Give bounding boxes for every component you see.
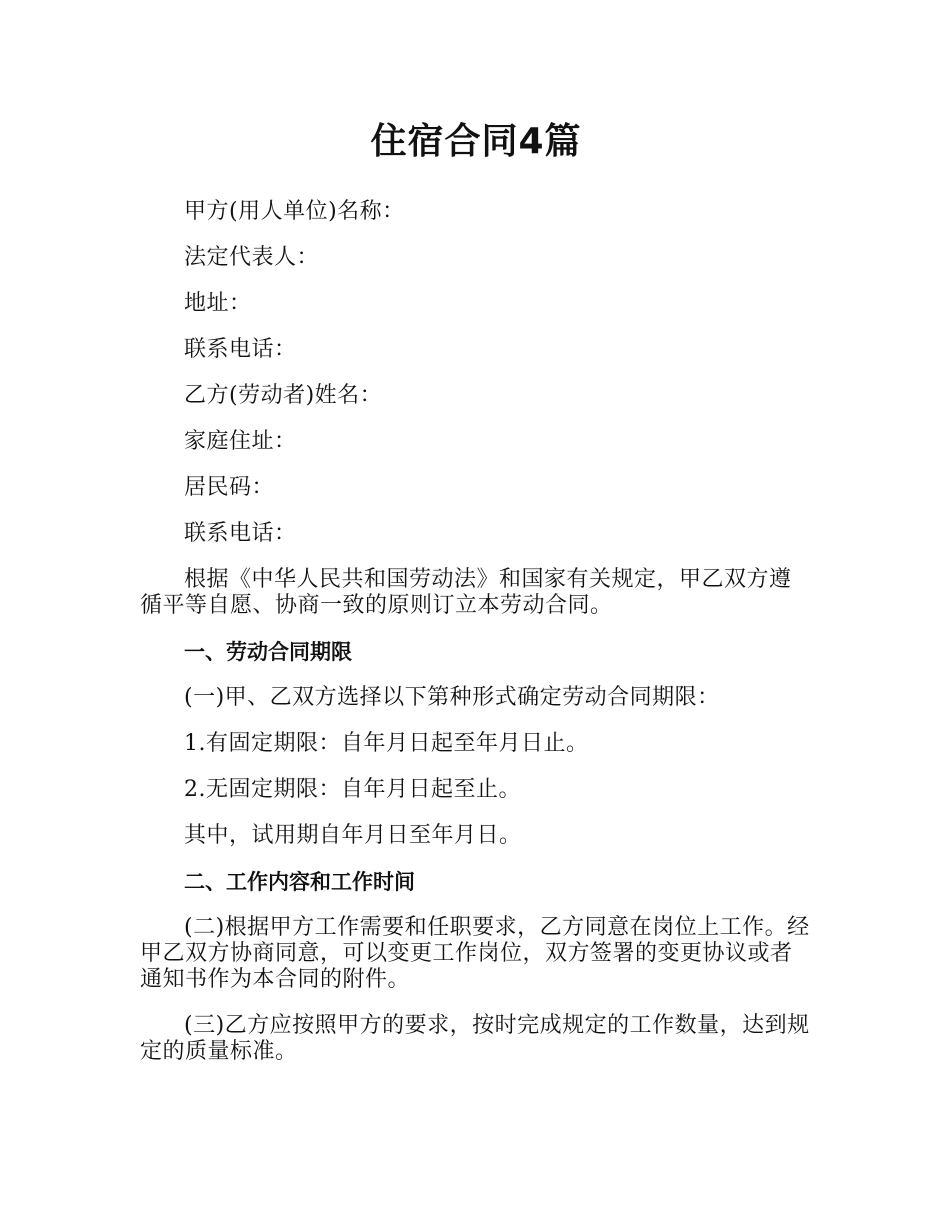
section-heading-work-content: 二、工作内容和工作时间 — [184, 870, 415, 894]
paragraph-phone-a: 联系电话： — [184, 337, 297, 362]
paragraph-party-b-name: 乙方(劳动者)姓名： — [184, 383, 383, 408]
document-body — [140, 199, 812, 1065]
paragraph-probation: 其中，试用期自年月日至年月日。 — [184, 823, 522, 848]
paragraph-legal-representative: 法定代表人： — [184, 245, 320, 270]
paragraph-address: 地址： — [184, 291, 252, 316]
paragraph-work-quality: (三)乙方应按照甲方的要求，按时完成规定的工作数量，达到规定的质量标准。 — [140, 1013, 810, 1064]
paragraph-resident-code: 居民码： — [184, 475, 275, 500]
paragraph-party-a-name: 甲方(用人单位)名称： — [184, 199, 405, 224]
document-page — [140, 0, 812, 1085]
document-title: 住宿合同4篇 — [370, 121, 582, 162]
paragraph-preamble: 根据《中华人民共和国劳动法》和国家有关规定，甲乙双方遵循平等自愿、协商一致的原则订立本劳动合同。 — [140, 567, 792, 618]
paragraph-open-term: 2.无固定期限：自年月日起至止。 — [184, 777, 521, 802]
paragraph-phone-b: 联系电话： — [184, 521, 297, 546]
paragraph-fixed-term: 1.有固定期限：自年月日起至年月日止。 — [184, 731, 589, 756]
paragraph-term-form: (一)甲、乙双方选择以下第种形式确定劳动合同期限： — [184, 685, 720, 710]
paragraph-home-address: 家庭住址： — [184, 429, 297, 454]
section-heading-contract-term: 一、劳动合同期限 — [184, 640, 352, 664]
paragraph-work-position: (二)根据甲方工作需要和任职要求，乙方同意在岗位上工作。经甲乙双方协商同意，可以变更工作岗位，双方签署的变更协议或者通知书作为本合同的附件。 — [140, 915, 810, 992]
